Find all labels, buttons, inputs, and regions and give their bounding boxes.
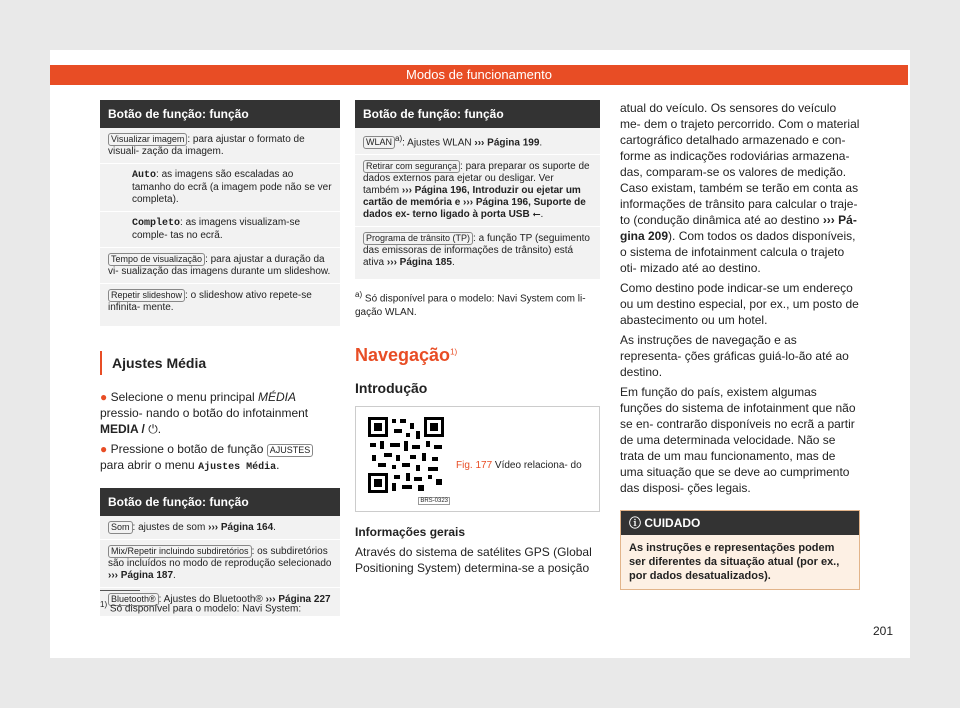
paragraph: Em função do país, existem algumas funções do sistema de infotainment que não se en- contrarão disponíveis no ecrã a partir de uma determinada velocidade. Não se trata de um mau funcionamento, mas de uma situação que se deve ao cumprimento das disposi- ções legais. (620, 385, 856, 495)
caution-box (620, 510, 860, 590)
page-reference: ››› Página 187 (108, 570, 174, 581)
page-reference: ››› Página 227 (265, 594, 331, 605)
qr-code-icon: BRS-0323 (366, 415, 446, 495)
row-text: : as imagens visualizam-se comple- tas no ecrã. (132, 217, 301, 241)
section-title: Ajustes Média (100, 351, 340, 375)
row-text: : para ajustar a duração da vi- sualização das imagens durante um slideshow. (108, 254, 331, 277)
power-knob-icon: ⏻ (148, 422, 158, 436)
table-row (100, 284, 340, 327)
function-key: AJUSTES (267, 444, 314, 457)
instruction-step: ● Pressione o botão de função AJUSTES para abrir o menu Ajustes Média. (100, 441, 340, 476)
column-2 (355, 100, 600, 576)
page-reference: ››› Página 185 (386, 257, 452, 269)
option-name: Completo (132, 218, 181, 229)
page-footnote: $^{1)}$ Só disponível para o modelo: Navi System: (100, 600, 302, 615)
manual-page (50, 50, 910, 658)
function-key: Retirar com segurança (363, 160, 460, 173)
page-reference: ››› Página 164 (208, 522, 274, 533)
table-row (100, 248, 340, 284)
paragraph: Como destino pode indicar-se um endereço ou um destino especial, por ex., um posto de abastecimento ou um hotel. (620, 281, 859, 327)
function-key: WLAN (363, 136, 395, 149)
table-header: Botão de função: função (100, 488, 340, 516)
table-row: Mix/Repetir incluindo subdiretórios : os subdiretórios são incluídos no modo de reprodução selecionado ››› Página 187. (100, 540, 340, 588)
figure-caption: Fig. 177 Vídeo relaciona- do (456, 459, 582, 471)
media-button-label: MEDIA / (100, 422, 149, 436)
figure-177 (355, 406, 600, 512)
usb-icon: ⭠ (532, 209, 541, 221)
page-reference: ››› Página 196, Introduzir ou ejetar um cartão de memória e ››› Página 196, Suporte de dados ex- terno ligado à porta USB (363, 185, 586, 221)
footnote-rule (100, 590, 140, 591)
table-row (100, 128, 340, 164)
caution-text: As instruções e representações podem ser diferentes da situação atual (por ex., por dados desatualizados). (629, 542, 840, 582)
table-row: Som : ajustes de som ››› Página 164. (100, 516, 340, 540)
info-title: Informações gerais (355, 524, 466, 539)
table-row: Bluetooth® : Ajustes do Bluetooth® ››› Página 227 (100, 588, 340, 617)
paragraph: atual do veículo. Os sensores do veículo me- dem o trajeto percorrido. Com o material cartográfico detalhado armazenado e con- forme as indicações rodoviárias armazena- das, comparam-se os valores de medição. Caso existam, também se terão em conta as informações de trânsito para calcular o traje- to (condução dinâmica até ao destino ››› Pá- gina 209). Com todos os dados disponíveis, o sistema de infotainment calcula o trajeto oti- mizado até ao destino. (620, 101, 860, 275)
subsection-title: Introdução (355, 379, 428, 396)
paragraph: As instruções de navegação e as representa- ções gráficas guiá-lo-ão até ao destino. (620, 333, 849, 379)
row-text: : para ajustar o formato de visuali- zação da imagem. (108, 134, 305, 157)
function-key: Mix/Repetir incluindo subdiretórios (108, 545, 252, 558)
caution-header: ⓘ CUIDADO (621, 511, 859, 535)
page-number: 201 (873, 624, 894, 638)
function-key: Visualizar imagem (108, 133, 187, 146)
page-header: Modos de funcionamento (50, 65, 908, 85)
function-table-media (100, 488, 340, 617)
navigation-title: Navegação$^{1)}$ (355, 344, 458, 365)
column-3 (620, 100, 860, 590)
table-row (100, 164, 340, 212)
function-key: Tempo de visualização (108, 253, 205, 266)
warning-icon: ⓘ (629, 516, 642, 530)
function-table-connections (355, 100, 600, 280)
function-table-image (100, 100, 340, 327)
function-key: Repetir slideshow (108, 289, 185, 302)
bullet-icon: ● (100, 390, 108, 404)
instruction-step: ● Selecione o menu principal MÉDIA pressio- nando o botão do infotainment MEDIA / ⏻. (100, 390, 309, 436)
table-header: Botão de função: função (355, 100, 600, 128)
function-key: Bluetooth® (108, 593, 159, 606)
table-row: Programa de trânsito (TP) : a função TP (seguimento das emissoras de informações de trânsito) está ativa ››› Página 185. (355, 227, 600, 280)
column-1 (100, 100, 340, 617)
table-row: Retirar com segurança : para preparar os suporte de dados externos para ejetar ou desligar. Ver também ››› Página 196, Introduzir ou ejetar um cartão de memória e ››› Página 196, Suporte de dados ex- terno ligado à porta USB ⭠. (355, 155, 600, 227)
table-footnote: $^{a)}$ Só disponível para o modelo: Navi System com li- gação WLAN. (355, 290, 586, 318)
option-name: Auto (132, 170, 157, 181)
info-text: Através do sistema de satélites GPS (Global Positioning System) determina-se a posição (355, 544, 592, 575)
page-reference: ››› Pá- gina 209 (620, 213, 857, 243)
page-reference: ››› Página 199 (474, 137, 540, 149)
bullet-icon: ● (100, 442, 108, 456)
table-row: WLAN $^{a)}$: Ajustes WLAN ››› Página 199. (355, 128, 600, 155)
function-key: Programa de trânsito (TP) (363, 232, 473, 245)
function-key: Som (108, 521, 133, 534)
row-text: : as imagens são escaladas ao tamanho do ecrã (a imagem pode não se ver completa). (132, 169, 332, 205)
table-header: Botão de função: função (100, 100, 340, 128)
row-text: : o slideshow ativo repete-se infinita- mente. (108, 290, 312, 313)
table-row (100, 212, 340, 248)
